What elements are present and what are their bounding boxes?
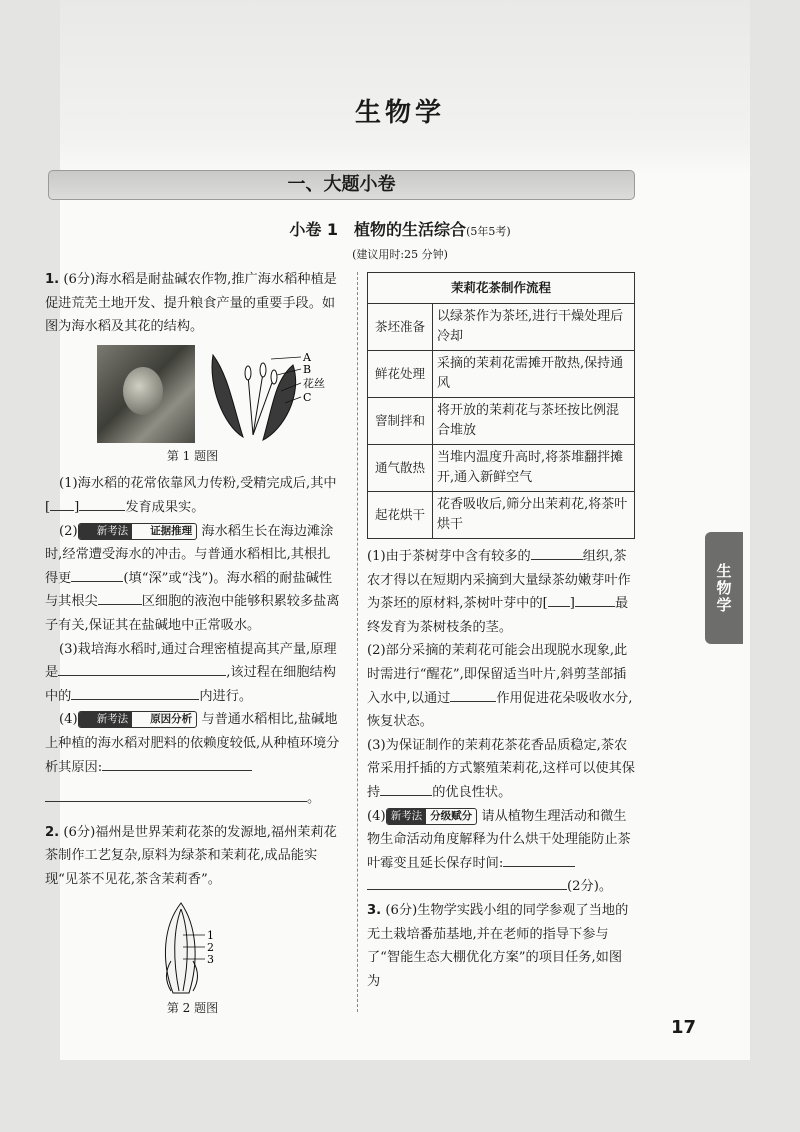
q1-part1 — [45, 472, 340, 519]
tag-graded-scoring: 分级赋分 — [430, 809, 473, 822]
q2-part4-end: (2分)。 — [567, 879, 613, 895]
table-row — [368, 351, 635, 398]
new-method-tag — [78, 711, 198, 728]
q2-stem-text: (6分)福州是世界茉莉花茶的发源地,福州茉莉花茶制作工艺复杂,原料为绿茶和茉莉花,成品能实现“见茶不见花,茶含茉莉香”。 — [45, 824, 337, 887]
q1-number: 1. — [45, 272, 60, 287]
fig2-label-3: 3 — [207, 953, 214, 967]
q1-part3-blank-principle[interactable] — [58, 661, 226, 676]
q1-part4-line2 — [45, 787, 340, 811]
q1-stem-text: (6分)海水稻是耐盐碱农作物,推广海水稻种植是促进荒芜土地开发、提升粮食产量的重要手段。如图为海水稻及其花的结构。 — [45, 272, 337, 335]
table-desc: 将开放的茉莉花与茶坯按比例混合堆放 — [433, 398, 635, 445]
table-step: 鲜花处理 — [368, 351, 433, 398]
fig1-label-c: C — [303, 390, 312, 404]
q1-figure — [45, 345, 340, 445]
table-step: 茶坯准备 — [368, 304, 433, 351]
q1-part2-blank-depth[interactable] — [71, 567, 123, 582]
right-column — [367, 272, 635, 993]
table-row — [368, 445, 635, 492]
left-column — [45, 268, 340, 1025]
table-desc: 当堆内温度升高时,将茶堆翻拌摊开,通入新鲜空气 — [433, 445, 635, 492]
q2-part4 — [367, 805, 635, 876]
q1-part2-blank-zone[interactable] — [98, 590, 142, 605]
q1-part4-blank-line2[interactable] — [45, 787, 307, 802]
q1-part4-blank-line1[interactable] — [102, 756, 252, 771]
q2-part3-text-b: 的优良性状。 — [432, 784, 512, 800]
q2-part4-text: 请从植物生理活动和微生物生命活动角度解释为什么烘干处理能防止茶叶霉变且延长保存时间: — [367, 808, 631, 871]
q2-part3-blank-trait[interactable] — [380, 781, 432, 796]
q1-stem — [45, 268, 340, 339]
q1-part4-prefix: (4) — [59, 712, 78, 728]
q2-part2 — [367, 639, 635, 733]
q1-part3 — [45, 638, 340, 709]
q1-part1-blank-name[interactable] — [79, 496, 125, 511]
q1-part1-text-c: 发育成果实。 — [125, 499, 205, 515]
column-divider — [357, 272, 358, 1012]
q1-part3-blank-organelle[interactable] — [71, 685, 199, 700]
table-row — [368, 492, 635, 539]
tag-cause-analysis: 原因分析 — [150, 713, 193, 726]
q2-part1 — [367, 545, 635, 639]
q2-part1-text-a: (1)由于茶树芽中含有较多的 — [367, 549, 531, 564]
q3-stem-text: (6分)生物学实践小组的同学参观了当地的无土栽培番茄基地,并在老师的指导下参与了“智能生态大棚优化方案”的项目任务,如图为 — [367, 902, 629, 989]
page-number: 17 — [671, 1017, 697, 1038]
new-method-tag — [386, 808, 478, 825]
section-header: 一、大题小卷 — [48, 170, 635, 200]
q1-part4-text: 与普通水稻相比,盐碱地上种植的海水稻对肥料的依赖度较低,从种植环境分析其原因: — [45, 712, 340, 775]
q1-part1-text-a: (1)海水稻的花常依靠风力传粉,受精完成后,其中[ — [45, 476, 337, 515]
fig1-label-b: B — [303, 362, 312, 376]
q2-part4-blank-line1[interactable] — [503, 852, 575, 867]
subject-title: 生物学 — [354, 98, 445, 128]
q3-number: 3. — [367, 902, 382, 918]
q2-part4-prefix: (4) — [367, 808, 386, 824]
q3-stem — [367, 899, 635, 993]
q1-part3-text-a: (3)栽培海水稻时,通过合理密植提高其产量,原理是 — [45, 641, 337, 681]
tea-bud-diagram — [143, 901, 233, 997]
quiz-title-text: 小卷 1 植物的生活综合 — [289, 220, 467, 239]
table-row — [368, 398, 635, 445]
q2-part4-blank-line2[interactable] — [367, 875, 567, 890]
subject-side-tab: 生物学 — [705, 532, 743, 644]
tag-key: 新考法 — [79, 524, 133, 539]
tag-evidence-reasoning: 证据推理 — [150, 524, 193, 537]
q1-part4-end: 。 — [307, 791, 321, 807]
fig2-label-2: 2 — [207, 941, 214, 955]
q2-figure-caption: 第 2 题图 — [166, 1001, 219, 1016]
q2-part1-blank-name[interactable] — [575, 592, 615, 607]
q2-part2-text-a: (2)部分采摘的茉莉花可能会出现脱水现象,此时需进行“醒花”,即保留适当叶片,斜剪茎部插入水中,以通过 — [367, 643, 628, 706]
q2-number: 2. — [45, 824, 60, 840]
q2-part2-blank-process[interactable] — [450, 687, 496, 702]
quiz-title — [0, 217, 800, 240]
q1-part2-text-c: 区细胞的液泡中能够积累较多盐离子有关,保证其在盐碱地中正常吸水。 — [45, 594, 340, 633]
tag-key: 新考法 — [387, 809, 427, 824]
q1-figure-caption: 第 1 题图 — [166, 448, 219, 463]
table-step: 窨制拌和 — [368, 398, 433, 445]
q1-part3-text-c: 内进行。 — [199, 688, 253, 704]
fig1-label-filament: 花丝 — [303, 376, 325, 390]
table-title: 茉莉花茶制作流程 — [368, 273, 635, 304]
q1-part2-text-b: (填“深”或“浅”)。海水稻的耐盐碱性与其根尖 — [45, 570, 333, 610]
table-row — [368, 304, 635, 351]
table-desc: 以绿茶作为茶坯,进行干燥处理后冷却 — [433, 304, 635, 351]
new-method-tag — [78, 523, 198, 540]
q1-part3-text-b: ,该过程在细胞结构中的 — [45, 665, 336, 704]
quiz-exam-count: (5年5考) — [466, 225, 511, 238]
fig1-label-a: A — [303, 350, 311, 364]
q1-part2-prefix: (2) — [59, 523, 78, 539]
q2-part1-blank-tissue[interactable] — [531, 545, 583, 560]
q1-part1-blank-letter[interactable] — [50, 496, 74, 511]
tag-key: 新考法 — [79, 712, 133, 727]
q2-stem — [45, 821, 340, 892]
suggested-time: (建议用时:25 分钟) — [352, 248, 448, 261]
q1-part4 — [45, 708, 340, 779]
q1-part2-text-a: 海水稻生长在海边滩涂时,经常遭受海水的冲击。与普通水稻相比,其根扎得更 — [45, 523, 334, 586]
rice-panicle — [123, 367, 163, 415]
q1-part1-text-b: ] — [74, 499, 80, 515]
tea-process-table — [367, 272, 635, 539]
q2-part1-text-d: 最终发育为茶树枝条的茎。 — [367, 596, 629, 635]
q2-part4-line2 — [367, 875, 635, 899]
fig2-label-1: 1 — [207, 929, 214, 943]
q2-part1-blank-number[interactable] — [548, 592, 570, 607]
table-desc: 花香吸收后,筛分出茉莉花,将茶叶烘干 — [433, 492, 635, 539]
rice-flower-diagram — [203, 345, 333, 445]
rice-photo — [97, 345, 195, 443]
table-step: 起花烘干 — [368, 492, 433, 539]
table-step: 通气散热 — [368, 445, 433, 492]
table-desc: 采摘的茉莉花需摊开散热,保持通风 — [433, 351, 635, 398]
q1-part2 — [45, 520, 340, 638]
q2-part1-text-b: 组织,茶农才得以在短期内采摘到大量绿茶幼嫩芽叶作为茶坯的原材料,茶树叶芽中的[ — [367, 549, 631, 612]
q2-part3 — [367, 734, 635, 805]
q2-part1-text-c: ] — [569, 596, 575, 612]
q2-part3-text-a: (3)为保证制作的茉莉花茶花香品质稳定,茶农常采用扦插的方式繁殖茉莉花,这样可以使其保持 — [367, 737, 635, 800]
q2-part2-text-b: 作用促进花朵吸收水分,恢复状态。 — [367, 690, 633, 730]
q2-figure — [45, 901, 340, 997]
